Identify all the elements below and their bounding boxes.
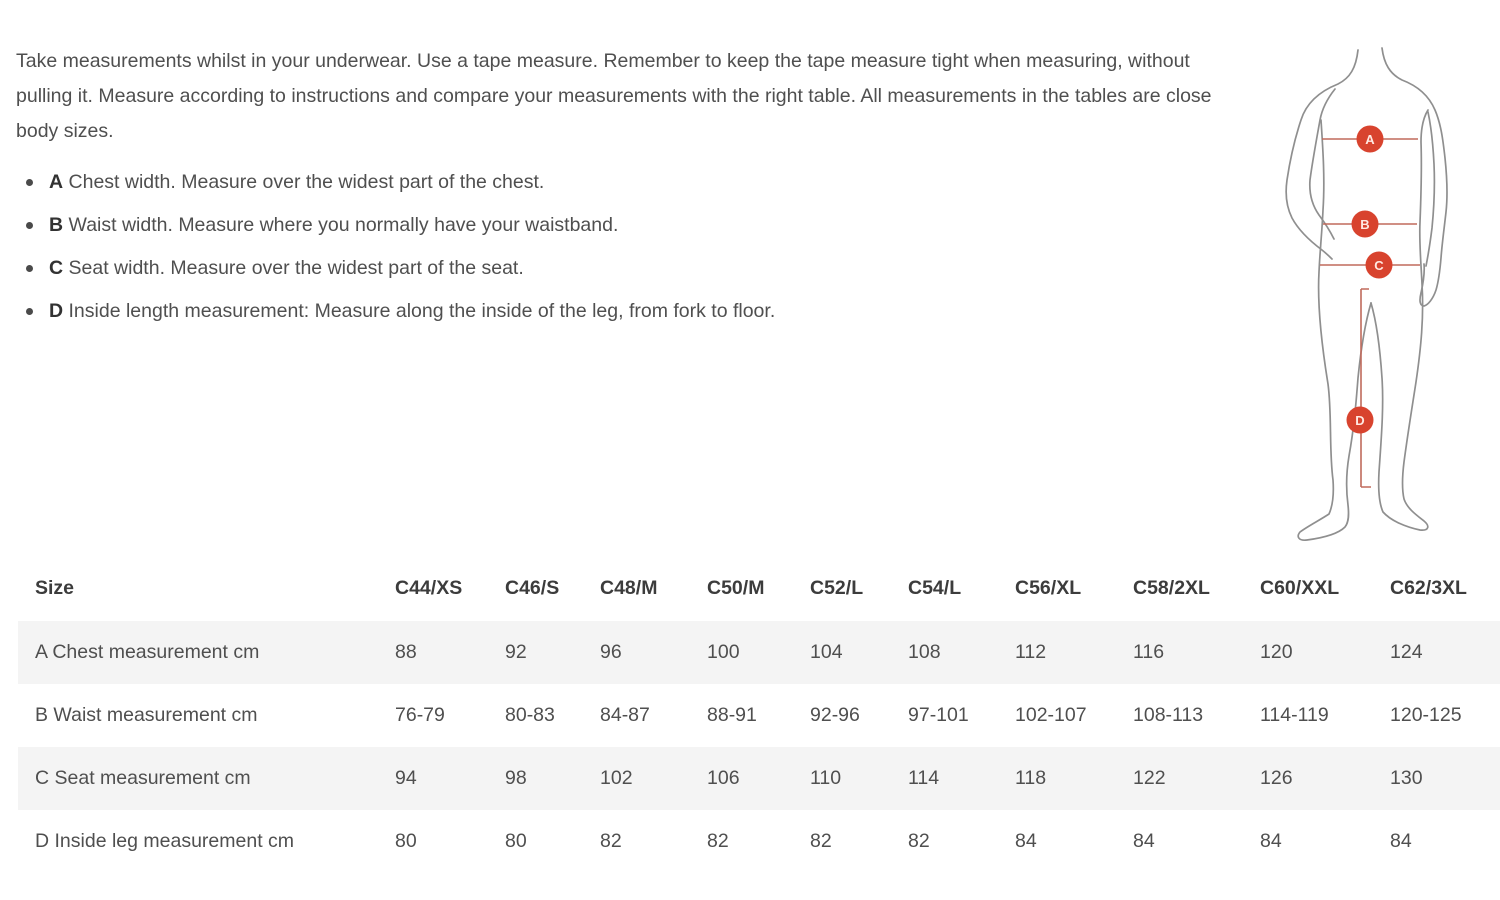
table-row-chest	[18, 621, 1500, 684]
bullet-key: C	[49, 257, 64, 279]
bullet-text: Waist width. Measure where you normally have your waistband.	[68, 214, 619, 236]
inside-leg-measure-line	[1361, 289, 1371, 487]
cell-value: 80	[395, 830, 417, 852]
cell-value: 84	[1260, 830, 1282, 852]
bullet-icon	[26, 222, 33, 229]
cell-value: 84-87	[600, 704, 650, 726]
body-measurement-diagram	[1272, 22, 1472, 547]
cell-value: 84	[1390, 830, 1412, 852]
cell-value: 88-91	[707, 704, 757, 726]
cell-value: 122	[1133, 767, 1166, 789]
cell-value: 102-107	[1015, 704, 1087, 726]
row-label: D Inside leg measurement cm	[35, 830, 295, 852]
cell-value: 88	[395, 641, 417, 663]
column-header: C50/M	[707, 577, 765, 599]
bullet-icon	[26, 265, 33, 272]
cell-value: 116	[1133, 641, 1165, 663]
column-header: C48/M	[600, 577, 658, 599]
bullet-icon	[26, 308, 33, 315]
cell-value: 92-96	[810, 704, 860, 726]
list-item-waist	[16, 214, 775, 237]
row-label: A Chest measurement cm	[35, 641, 260, 663]
list-item-inside-leg	[16, 300, 775, 323]
table-row-seat	[18, 747, 1500, 810]
cell-value: 100	[707, 641, 740, 663]
column-header: C58/2XL	[1133, 577, 1210, 599]
cell-value: 82	[908, 830, 930, 852]
column-header: C56/XL	[1015, 577, 1082, 599]
cell-value: 80	[505, 830, 527, 852]
marker-a-label: A	[1365, 132, 1375, 147]
bullet-text: Seat width. Measure over the widest part of the seat.	[68, 257, 524, 279]
cell-value: 97-101	[908, 704, 969, 726]
row-label: B Waist measurement cm	[35, 704, 258, 726]
cell-value: 82	[810, 830, 832, 852]
cell-value: 112	[1015, 641, 1047, 663]
intro-paragraph: Take measurements whilst in your underwear. Use a tape measure. Remember to keep the tape measure tight when measuring, without pulling it. Measure according to instructions and compare your measurements with the right table. All measurements in the tables are close body sizes.	[16, 49, 1212, 142]
cell-value: 114-119	[1260, 704, 1329, 726]
cell-value: 106	[707, 767, 740, 789]
bullet-key: A	[49, 171, 64, 193]
cell-value: 98	[505, 767, 527, 789]
marker-c-label: C	[1374, 258, 1384, 273]
cell-value: 104	[810, 641, 843, 663]
bullet-icon	[26, 179, 33, 186]
cell-value: 76-79	[395, 704, 445, 726]
cell-value: 124	[1390, 641, 1423, 663]
bullet-text: Inside length measurement: Measure along the inside of the leg, from fork to floor.	[68, 300, 776, 322]
cell-value: 126	[1260, 767, 1293, 789]
cell-value: 80-83	[505, 704, 555, 726]
cell-value: 102	[600, 767, 633, 789]
column-header: C44/XS	[395, 577, 463, 599]
column-header: C52/L	[810, 577, 864, 599]
body-silhouette-icon	[1272, 22, 1472, 547]
column-header: C60/XXL	[1260, 577, 1340, 599]
cell-value: 110	[810, 767, 842, 789]
table-header-row	[18, 556, 1500, 621]
bullet-key: D	[49, 300, 64, 322]
marker-b-label: B	[1360, 217, 1370, 232]
table-row-waist	[18, 684, 1500, 747]
cell-value: 82	[707, 830, 729, 852]
cell-value: 96	[600, 641, 622, 663]
table-row-inside-leg	[18, 810, 1500, 873]
cell-value: 120-125	[1390, 704, 1462, 726]
list-item-seat	[16, 257, 775, 280]
measurement-instructions-list	[16, 171, 775, 343]
size-chart-table	[18, 556, 1500, 873]
cell-value: 130	[1390, 767, 1423, 789]
column-header: C62/3XL	[1390, 577, 1467, 599]
cell-value: 108-113	[1133, 704, 1204, 726]
column-header: C46/S	[505, 577, 560, 599]
bullet-key: B	[49, 214, 64, 236]
cell-value: 118	[1015, 767, 1047, 789]
column-header: C54/L	[908, 577, 962, 599]
cell-value: 84	[1133, 830, 1155, 852]
cell-value: 92	[505, 641, 527, 663]
bullet-text: Chest width. Measure over the widest part of the chest.	[68, 171, 545, 193]
cell-value: 120	[1260, 641, 1293, 663]
cell-value: 114	[908, 767, 940, 789]
cell-value: 84	[1015, 830, 1037, 852]
row-label: C Seat measurement cm	[35, 767, 251, 789]
cell-value: 108	[908, 641, 941, 663]
cell-value: 94	[395, 767, 417, 789]
cell-value: 82	[600, 830, 622, 852]
column-header-size: Size	[35, 577, 75, 599]
marker-d-label: D	[1355, 413, 1365, 428]
list-item-chest	[16, 171, 775, 194]
